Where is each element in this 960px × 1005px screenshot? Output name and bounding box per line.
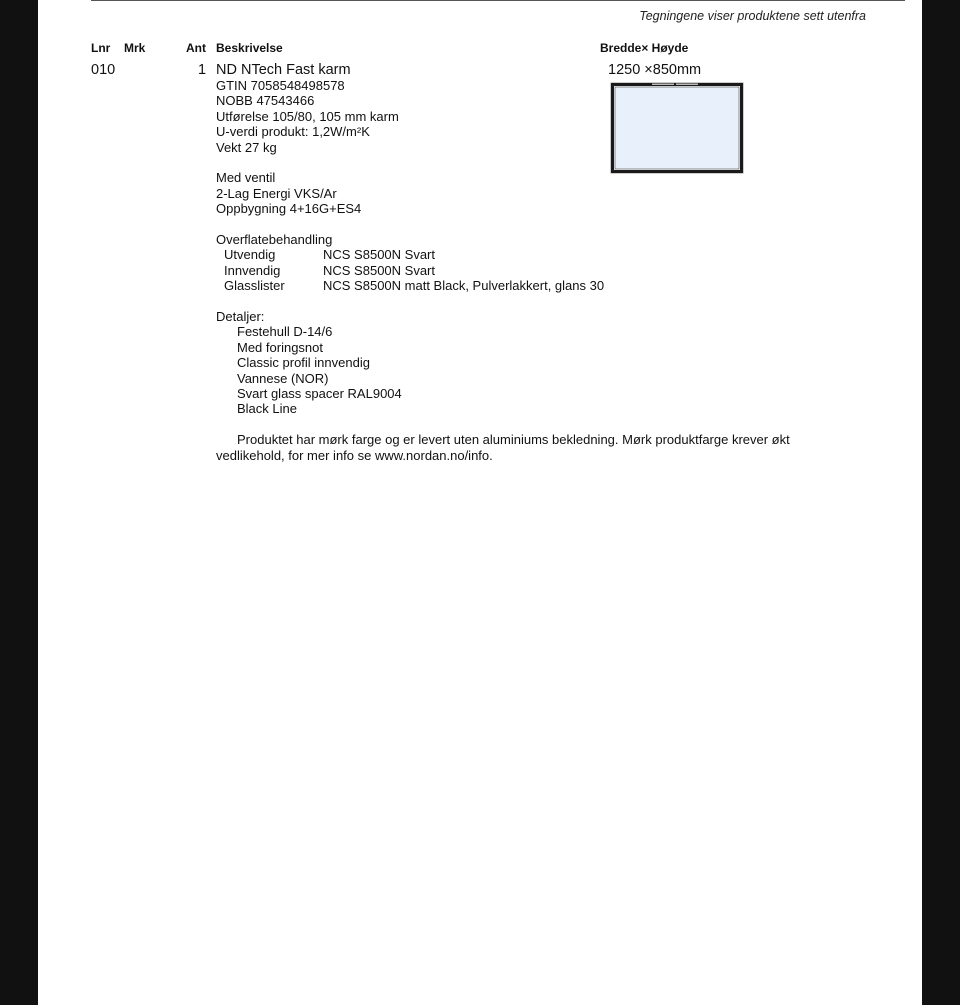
detail-line: Black Line <box>237 401 297 417</box>
surface-row <box>216 278 836 293</box>
detail-line: Classic profil innvendig <box>237 355 370 371</box>
glass-line: Oppbygning 4+16G+ES4 <box>216 201 362 217</box>
spec-line: NOBB 47543466 <box>216 93 315 109</box>
column-header-dimensions: Bredde× Høyde <box>600 41 689 55</box>
spec-line: Utførelse 105/80, 105 mm karm <box>216 108 399 124</box>
details-heading: Detaljer: <box>216 309 265 325</box>
detail-line: Festehull D-14/6 <box>237 324 333 340</box>
surface-row <box>216 247 836 262</box>
surface-label: Utvendig <box>224 247 276 263</box>
product-title: ND NTech Fast karm <box>216 62 351 78</box>
dimensions-value: 1250 ×850mm <box>608 62 702 78</box>
surface-value: NCS S8500N Svart <box>323 247 435 263</box>
surface-value: NCS S8500N Svart <box>323 262 435 278</box>
spec-line: U-verdi produkt: 1,2W/m²K <box>216 124 370 140</box>
glass-line: 2-Lag Energi VKS/Ar <box>216 185 337 201</box>
column-header-description: Beskrivelse <box>216 41 283 55</box>
spec-line: Vekt 27 kg <box>216 139 277 155</box>
column-header-lnr: Lnr <box>91 41 111 55</box>
document-page <box>38 0 922 1005</box>
spec-line: GTIN 7058548498578 <box>216 78 345 93</box>
glass-line: Med ventil <box>216 170 276 186</box>
quantity: 1 <box>198 62 207 78</box>
detail-line: Med foringsnot <box>237 339 323 355</box>
detail-line: Vannese (NOR) <box>237 370 329 386</box>
top-divider <box>91 0 905 1</box>
surface-value: NCS S8500N matt Black, Pulverlakkert, glans 30 <box>323 278 605 294</box>
column-header-ant: Ant <box>186 41 206 55</box>
window-drawing <box>610 82 744 174</box>
detail-line: Svart glass spacer RAL9004 <box>237 386 402 402</box>
surface-label: Innvendig <box>224 262 281 278</box>
remark-paragraph: Produktet har mørk farge og er levert uten aluminiums bekledning. Mørk produktfarge krever økt vedlikehold, for mer info se www.nordan.no/info. <box>216 432 790 463</box>
drawing-orientation-note: Tegningene viser produktene sett utenfra <box>639 9 866 23</box>
surface-heading: Overflatebehandling <box>216 232 333 248</box>
surface-label: Glasslister <box>224 278 285 294</box>
column-header-mrk: Mrk <box>124 41 146 55</box>
surface-row <box>216 263 836 278</box>
line-number: 010 <box>91 62 116 78</box>
